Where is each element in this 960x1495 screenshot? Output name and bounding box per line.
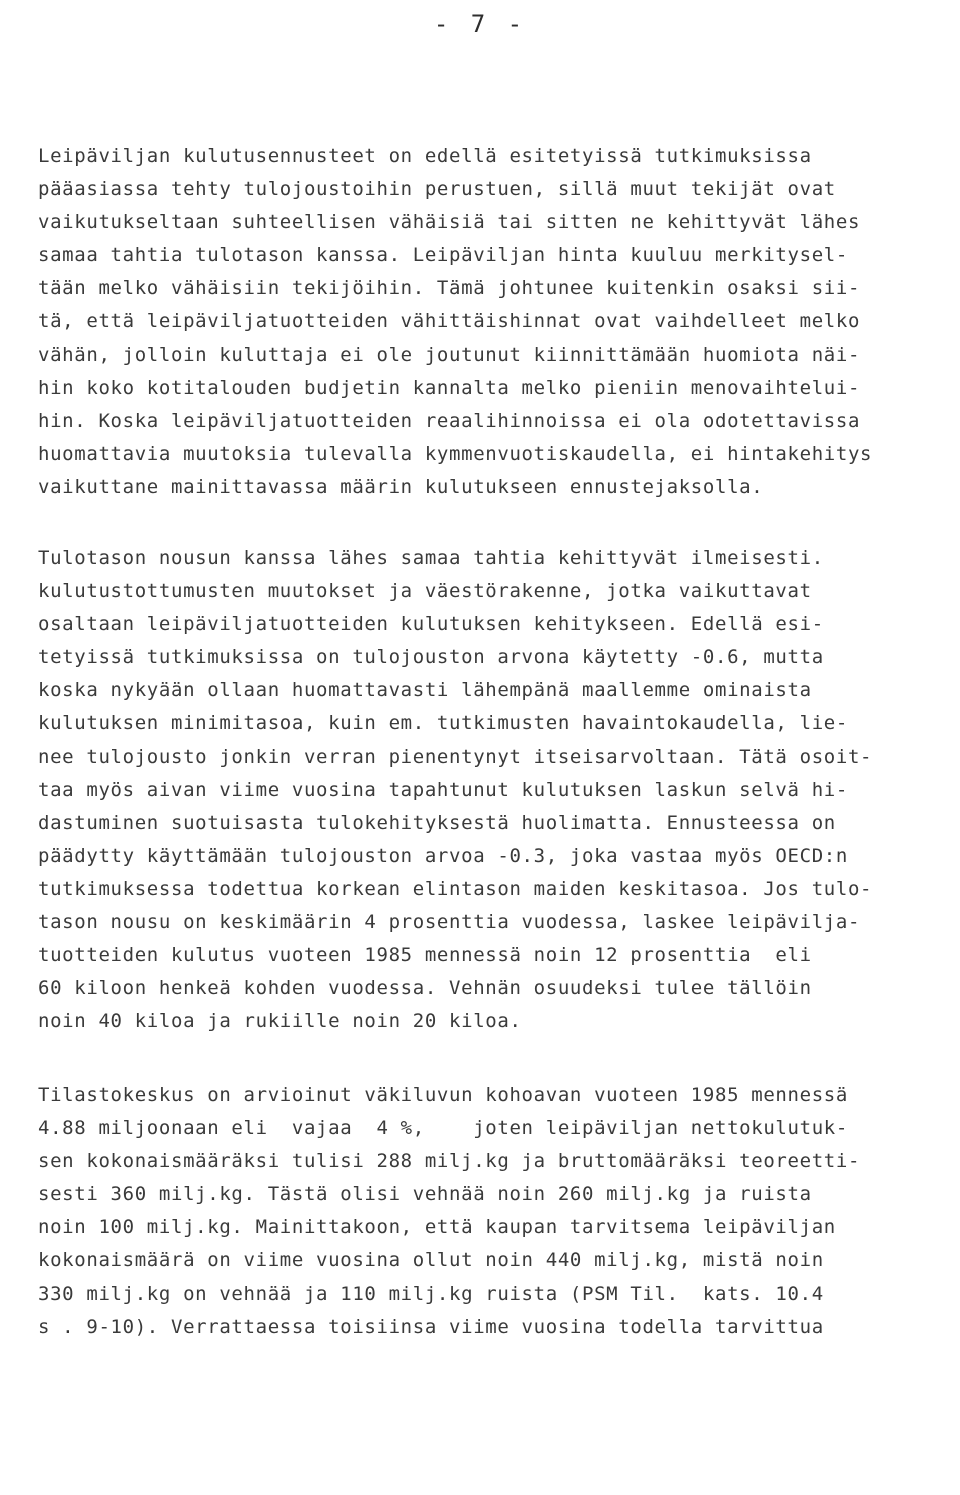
text-line: osaltaan leipäviljatuotteiden kulutuksen kehitykseen. Edellä esi- — [38, 613, 824, 636]
text-line: koska nykyään ollaan huomattavasti lähempänä maallemme ominaista — [38, 679, 812, 702]
text-line: tä, että leipäviljatuotteiden vähittäishinnat ovat vaihdelleet melko — [38, 310, 861, 333]
text-line: tutkimuksessa todettua korkean elintason maiden keskitasoa. Jos tulo- — [38, 877, 873, 900]
text-line: kulutustottumusten muutokset ja väestörakenne, jotka vaikuttavat — [38, 580, 812, 603]
text-line: kokonaismäärä on viime vuosina ollut noin 440 milj.kg, mistä noin — [38, 1249, 824, 1272]
text-line: hin koko kotitalouden budjetin kannalta melko pieniin menovaihtelui- — [38, 376, 861, 399]
page-number: - 7 - — [433, 10, 527, 38]
text-line: kulutuksen minimitasoa, kuin em. tutkimusten havaintokaudella, lie- — [38, 712, 848, 735]
text-line: tetyissä tutkimuksissa on tulojouston arvona käytetty -0.6, mutta — [38, 646, 824, 669]
text-line: taa myös aivan viime vuosina tapahtunut kulutuksen laskun selvä hi- — [38, 778, 848, 801]
text-line: 330 milj.kg on vehnää ja 110 milj.kg ruista (PSM Til. kats. 10.4 — [38, 1282, 824, 1305]
paragraph-consumption-forecast — [38, 542, 958, 1038]
text-line: hin. Koska leipäviljatuotteiden reaalihinnoissa ei ola odotettavissa — [38, 409, 861, 432]
text-line: sen kokonaismääräksi tulisi 288 milj.kg ja bruttomääräksi teoreetti- — [38, 1150, 861, 1173]
text-line: Leipäviljan kulutusennusteet on edellä esitetyissä tutkimuksissa — [38, 145, 812, 167]
text-line: päädytty käyttämään tulojouston arvoa -0.3, joka vastaa myös OECD:n — [38, 844, 848, 867]
text-line: s . 9-10). Verrattaessa toisiinsa viime vuosina todella tarvittua — [38, 1315, 824, 1338]
text-line: tason nousu on keskimäärin 4 prosenttia vuodessa, laskee leipävilja- — [38, 911, 861, 934]
paragraph-income-elasticity-background — [38, 140, 958, 504]
text-line: vähän, jolloin kuluttaja ei ole joutunut kiinnittämään huomiota näi- — [38, 343, 861, 366]
text-line: nee tulojousto jonkin verran pienentynyt itseisarvoltaan. Tätä osoit- — [38, 745, 873, 768]
text-line: Tilastokeskus on arvioinut väkiluvun kohoavan vuoteen 1985 mennessä — [38, 1084, 848, 1106]
paragraph-population-estimate — [38, 1079, 958, 1344]
text-line: Tulotason nousun kanssa lähes samaa tahtia kehittyvät ilmeisesti. — [38, 547, 824, 569]
text-line: dastuminen suotuisasta tulokehityksestä huolimatta. Ennusteessa on — [38, 811, 836, 834]
text-line: samaa tahtia tulotason kanssa. Leipäviljan hinta kuuluu merkitysel- — [38, 244, 848, 267]
text-line: 60 kiloon henkeä kohden vuodessa. Vehnän osuudeksi tulee tällöin — [38, 977, 812, 1000]
text-line: noin 40 kiloa ja rukiille noin 20 kiloa. — [38, 1010, 522, 1033]
text-line: huomattavia muutoksia tulevalla kymmenvuotiskaudella, ei hintakehitys — [38, 442, 873, 465]
text-line: vaikutukseltaan suhteellisen vähäisiä tai sitten ne kehittyvät lähes — [38, 211, 861, 234]
text-line: tuotteiden kulutus vuoteen 1985 mennessä noin 12 prosenttia eli — [38, 944, 812, 967]
text-line: noin 100 milj.kg. Mainittakoon, että kaupan tarvitsema leipäviljan — [38, 1216, 836, 1239]
text-line: sesti 360 milj.kg. Tästä olisi vehnää noin 260 milj.kg ja ruista — [38, 1183, 812, 1206]
text-line: tään melko vähäisiin tekijöihin. Tämä johtunee kuitenkin osaksi sii- — [38, 277, 861, 300]
text-line: 4.88 miljoonaan eli vajaa 4 %, joten leipäviljan nettokulutuk- — [38, 1117, 848, 1140]
text-line: vaikuttane mainittavassa määrin kulutukseen ennustejaksolla. — [38, 475, 764, 498]
text-line: pääasiassa tehty tulojoustoihin perustuen, sillä muut tekijät ovat — [38, 178, 836, 201]
